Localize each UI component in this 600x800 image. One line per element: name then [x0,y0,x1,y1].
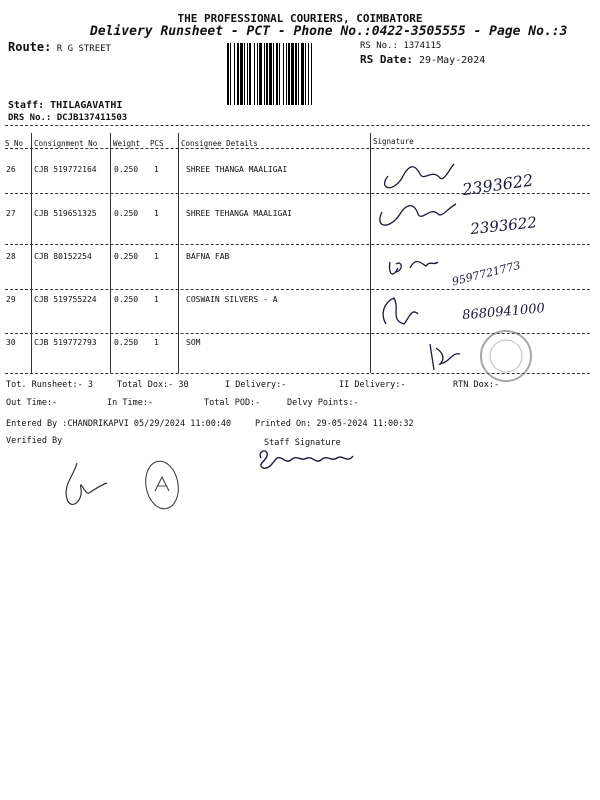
company-stamp [478,328,534,384]
signature-scribbles [380,164,460,370]
header-weight: Weight [113,139,141,148]
staff-signature-label: Staff Signature [264,438,341,448]
row-consignment: CJB 519772793 [34,338,97,347]
route [8,40,111,54]
handwritten-phone: 9597721773 [450,258,522,289]
column-separator [31,133,32,373]
total-pod: Total POD:- [204,398,261,408]
in-time: In Time:- [107,398,154,408]
divider [5,125,590,126]
rtn-dox: RTN Dox:- [453,380,500,390]
drs-number: DRS No.: DCJB137411503 [8,113,128,123]
row-pcs: 1 [154,165,159,174]
row-weight: 0.250 [114,338,139,347]
total-dox: Total Dox:- 30 [117,380,189,390]
document-title: Delivery Runsheet - PCT - Phone No.:0422-3505555 - Page No.:3 [90,24,568,39]
barcode [227,43,355,105]
row-weight: 0.250 [114,209,139,218]
row-sno: 28 [6,252,16,261]
verified-by: Verified By [6,436,63,446]
row-pcs: 1 [154,295,159,304]
row-consignment: CJB 80152254 [34,252,92,261]
handwritten-phone: 2393622 [461,170,535,200]
column-separator [178,133,179,373]
staff-name: Staff: THILAGAVATHI [8,100,123,111]
row-sno: 29 [6,295,16,304]
delvy-points: Delvy Points:- [287,398,359,408]
rs-date [360,53,485,66]
row-pcs: 1 [154,338,159,347]
row-weight: 0.250 [114,252,139,261]
total-runsheet: Tot. Runsheet:- 3 [6,380,93,390]
entered-by: Entered By :CHANDRIKAPVI 05/29/2024 11:00:40 [6,419,232,429]
out-time: Out Time:- [6,398,58,408]
header-sno: S No [5,139,24,148]
verified-signature [55,455,185,525]
row-consignment: CJB 519772164 [34,165,97,174]
rs-date-label: RS Date: [360,53,413,66]
staff-signature [255,446,365,472]
header-consignment: Consignment No [34,139,98,148]
header-consignee: Consignee Details [181,139,258,148]
row-pcs: 1 [154,209,159,218]
row-weight: 0.250 [114,295,139,304]
row-consignee: SHREE THANGA MAALIGAI [186,165,288,174]
i-delivery: I Delivery:- [225,380,287,390]
row-pcs: 1 [154,252,159,261]
row-weight: 0.250 [114,165,139,174]
handwritten-phone: 8680941000 [461,301,546,324]
row-consignee: SHREE TEHANGA MAALIGAI [186,209,292,218]
handwritten-phone: 2393622 [469,213,538,239]
printed-on: Printed On: 29-05-2024 11:00:32 [255,419,414,429]
header-signature: Signature [373,137,414,146]
row-sno: 30 [6,338,16,347]
ii-delivery: II Delivery:- [339,380,406,390]
column-separator [110,133,111,373]
row-consignment: CJB 519651325 [34,209,97,218]
header-pcs: PCS [150,139,164,148]
row-sno: 27 [6,209,16,218]
row-consignee: COSWAIN SILVERS - A [186,295,278,304]
route-value: R G STREET [56,44,111,54]
row-sno: 26 [6,165,16,174]
row-consignment: CJB 519755224 [34,295,97,304]
rs-number: RS No.: 1374115 [360,41,442,51]
row-consignee: SOM [186,338,201,347]
row-consignee: BAFNA FAB [186,252,230,261]
rs-date-value: 29-May-2024 [419,55,486,66]
route-label: Route: [8,40,52,54]
company-name: THE PROFESSIONAL COURIERS, COIMBATORE [177,12,423,25]
